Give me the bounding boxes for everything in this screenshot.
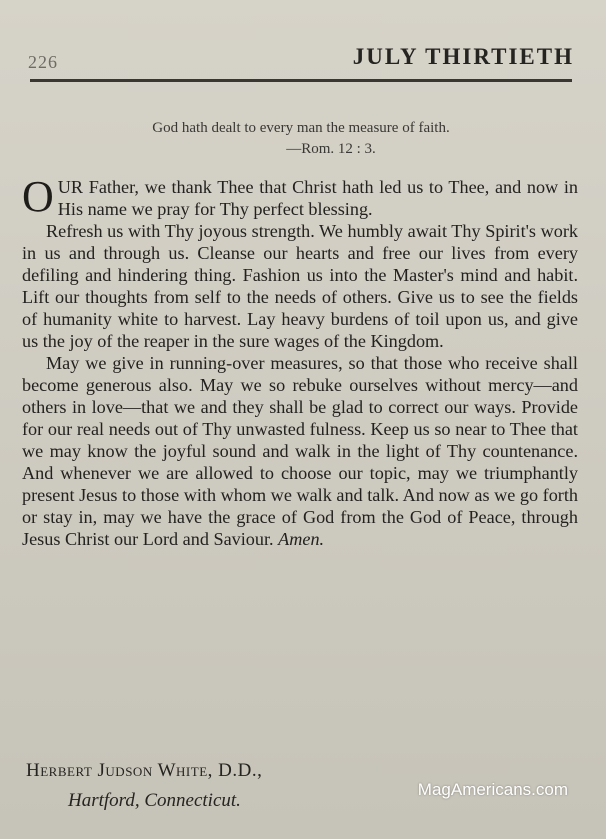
date-heading: JULY THIRTIETH [352, 44, 574, 69]
drop-cap: O [22, 172, 54, 221]
prayer-body [22, 172, 578, 550]
scripture-verse [30, 118, 572, 160]
author-name: Herbert Judson White, D.D., [26, 760, 263, 781]
verse-reference: —Rom. 12 : 3. [286, 141, 376, 157]
page-header [28, 42, 574, 78]
author-location: Hartford, Connecticut. [68, 790, 241, 811]
prayer-paragraph-2: Refresh us with Thy joyous strength. We humbly await Thy Spirit's work in us and through us. Cleanse our hearts and free our lives from every defiling and hindering thing. Fashion us into the Master's mind and habit. Lift our thoughts from self to the needs of others. Give us to see the fields of humanity white to harvest. Lay heavy burdens of toil upon us, and give us the joy of the reaper in the sure wages of the Kingdom. [22, 221, 578, 351]
header-rule [30, 79, 572, 82]
first-word-rest: UR [57, 177, 84, 197]
prayer-paragraph-3 [22, 352, 578, 550]
prayer-paragraph-1 [22, 172, 578, 221]
page-number: 226 [28, 52, 58, 72]
verse-text: God hath dealt to every man the measure of faith. [152, 120, 450, 136]
watermark: MagAmericans.com [417, 780, 568, 799]
amen-word: Amen. [278, 529, 325, 549]
paragraph-3-text: May we give in running-over measures, so that those who receive shall become generous also. May we so rebuke ourselves without mercy—and others in love—that we and they shall be glad to correct our ways. Provide for our real needs out of Thy unwasted fulness. Keep us so near to Thee that we may know the joyful sound and walk in the light of Thy countenance. And whenever we are allowed to choose our topic, may we triumphantly present Jesus to those with whom we walk and talk. And now as we go forth or stay in, may we have the grace of God from the God of Peace, through Jesus Christ our Lord and Saviour. [22, 353, 578, 549]
paragraph-1-text: Father, we thank Thee that Christ hath led us to Thee, and now in His name we pray for Thy perfect blessing. [57, 177, 578, 219]
